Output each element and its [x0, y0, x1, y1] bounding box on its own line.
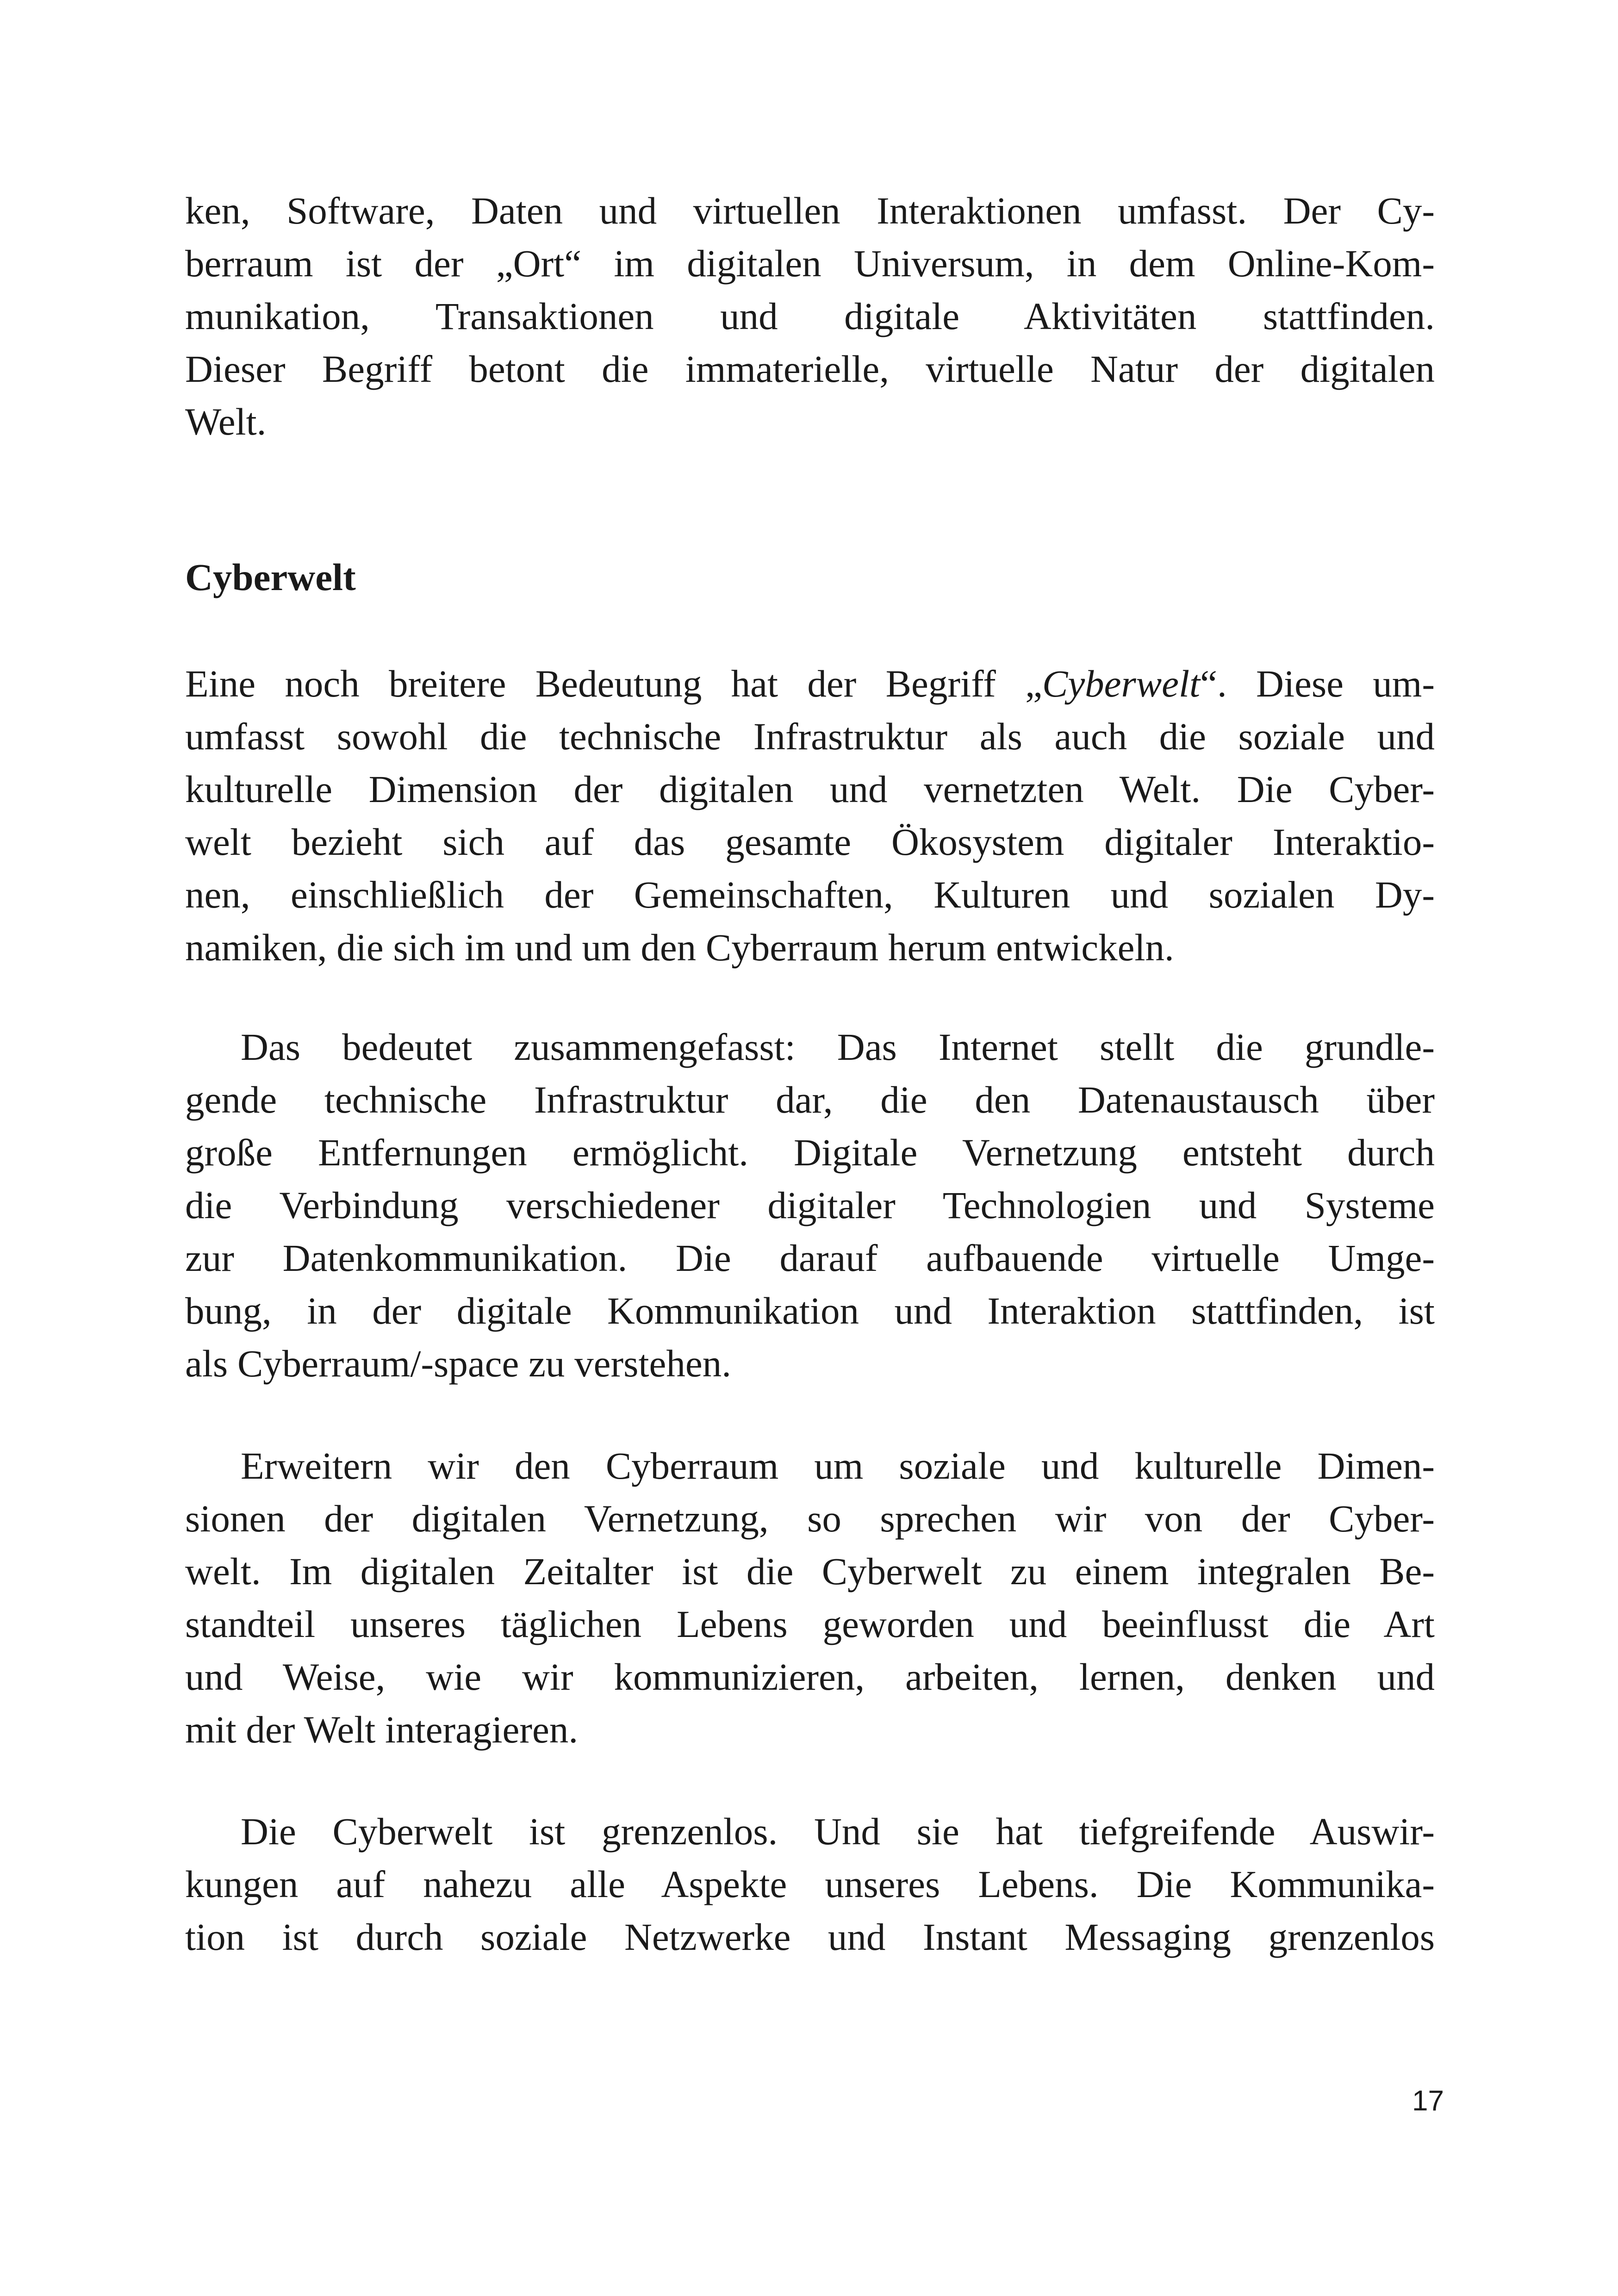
text-line: ken, Software, Daten und virtuellen Interaktionen umfasst. Der Cy- [185, 189, 1435, 232]
text-line: welt. Im digitalen Zeitalter ist die Cyberwelt zu einem integralen Be- [185, 1550, 1435, 1593]
text-line: sionen der digitalen Vernetzung, so sprechen wir von der Cyber- [185, 1497, 1435, 1540]
text-line: bung, in der digitale Kommunikation und Interaktion stattfinden, ist [185, 1289, 1435, 1332]
text-line: Erweitern wir den Cyberraum um soziale und kulturelle Dimen- [241, 1444, 1435, 1487]
text-line: gende technische Infrastruktur dar, die den Datenaustausch über [185, 1078, 1435, 1121]
section-heading: Cyberwelt [185, 556, 356, 598]
text-line: umfasst sowohl die technische Infrastruktur als auch die soziale und [185, 715, 1435, 758]
text-line: namiken, die sich im und um den Cyberraum herum entwickeln. [185, 926, 1174, 969]
text-run: Eine noch breitere Bedeutung hat der Begriff „ [185, 662, 1042, 705]
paragraph-5 [185, 1805, 1435, 1963]
paragraph-2 [185, 657, 1435, 974]
text-line: Welt. [185, 400, 267, 443]
text-line: munikation, Transaktionen und digitale Aktivitäten stattfinden. [185, 295, 1435, 337]
text-line: die Verbindung verschiedener digitaler Technologien und Systeme [185, 1184, 1435, 1226]
text-line: Die Cyberwelt ist grenzenlos. Und sie hat tiefgreifende Auswir- [241, 1810, 1435, 1853]
text-run: “. Diese um- [1200, 662, 1435, 705]
text-line: als Cyberraum/-space zu verstehen. [185, 1342, 731, 1385]
paragraph-4 [185, 1439, 1435, 1756]
text-line: berraum ist der „Ort“ im digitalen Universum, in dem Online-Kom- [185, 242, 1435, 285]
text-line: zur Datenkommunikation. Die darauf aufbauende virtuelle Umge- [185, 1237, 1435, 1279]
text-line: und Weise, wie wir kommunizieren, arbeiten, lernen, denken und [185, 1655, 1435, 1698]
paragraph-1 [185, 184, 1435, 448]
text-line: kulturelle Dimension der digitalen und vernetzten Welt. Die Cyber- [185, 768, 1435, 810]
paragraph-3 [185, 1020, 1435, 1390]
text-line: standteil unseres täglichen Lebens geworden und beeinflusst die Art [185, 1603, 1435, 1645]
text-line [185, 657, 1435, 710]
text-line: Dieser Begriff betont die immaterielle, virtuelle Natur der digitalen [185, 348, 1435, 390]
text-line: tion ist durch soziale Netzwerke und Instant Messaging grenzenlos [185, 1916, 1435, 1958]
text-line: kungen auf nahezu alle Aspekte unseres Lebens. Die Kommunika- [185, 1863, 1435, 1905]
text-line: Das bedeutet zusammengefasst: Das Internet stellt die grundle- [241, 1026, 1435, 1068]
text-line: große Entfernungen ermöglicht. Digitale Vernetzung entsteht durch [185, 1131, 1435, 1174]
italic-term: Cyberwelt [1042, 662, 1201, 705]
text-line: welt bezieht sich auf das gesamte Ökosystem digitaler Interaktio- [185, 821, 1435, 863]
text-line: mit der Welt interagieren. [185, 1708, 579, 1751]
page-number: 17 [1412, 2085, 1444, 2117]
text-line: nen, einschließlich der Gemeinschaften, Kulturen und sozialen Dy- [185, 873, 1435, 916]
